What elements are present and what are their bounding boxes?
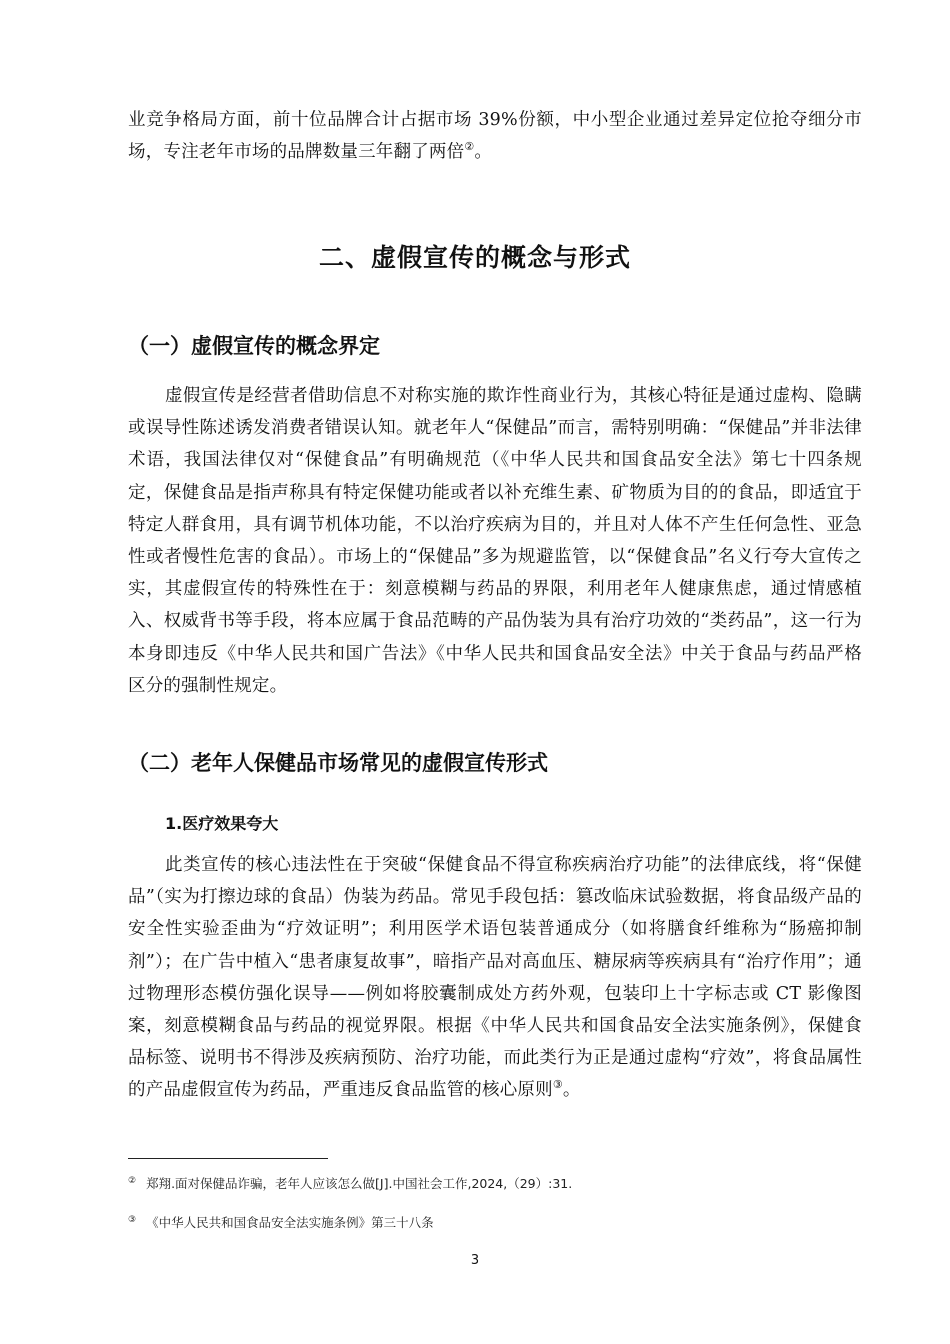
section-title: 二、虚假宣传的概念与形式 (318, 243, 631, 272)
footnote-3-text: 《中华人民共和国食品安全法实施条例》第三十八条 (146, 1215, 434, 1231)
footnote-3-mark: ③ (128, 1215, 137, 1225)
footnote-2-text: 郑翔.面对保健品诈骗，老年人应该怎么做[J].中国社会工作,2024,（29）:31. (146, 1176, 573, 1192)
subsection-1-paragraph: 虚假宣传是经营者借助信息不对称实施的欺诈性商业行为，其核心特征是通过虚构、隐瞒或误导性陈述诱发消费者错误认知。就老年人“保健品”而言，需特别明确：“保健品”并非法律术语，我国法律仅对“保健食品”有明确规范（《中华人民共和国食品安全法》第七十四条规定，保健食品是指声称具有特定保健功能或者以补充维生素、矿物质为目的的食品，即适宜于特定人群食用，具有调节机体功能，不以治疗疾病为目的，并且对人体不产生任何急性、亚急性或者慢性危害的食品）。市场上的“保健品”多为规避监管，以“保健食品”名义行夸大宣传之实，其虚假宣传的特殊性在于：刻意模糊与药品的界限，利用老年人健康焦虑，通过情感植入、权威背书等手段，将本应属于食品范畴的产品伪装为具有治疗功效的“类药品”，这一行为本身即违反《中华人民共和国广告法》《中华人民共和国食品安全法》中关于食品与药品严格区分的强制性规定。 (128, 386, 862, 696)
footnote-ref-3[interactable]: ③ (552, 1078, 563, 1092)
subsection-2-title: （二）老年人保健品市场常见的虚假宣传形式 (128, 751, 548, 775)
page-number: 3 (470, 1253, 480, 1268)
footnote-3 (128, 1211, 862, 1232)
footnote-divider (128, 1158, 328, 1159)
item-1-title: 1.医疗效果夸大 (165, 814, 279, 833)
intro-paragraph-text: 业竞争格局方面，前十位品牌合计占据市场 39%份额，中小型企业通过差异定位抢夺细分市场，专注老年市场的品牌数量三年翻了两倍 (128, 110, 862, 163)
footnote-ref-2[interactable]: ② (464, 140, 475, 154)
item-1-paragraph-text: 此类宣传的核心违法性在于突破“保健食品不得宣称疾病治疗功能”的法律底线，将“保健品”（实为打擦边球的食品）伪装为药品。常见手段包括：篡改临床试验数据，将食品级产品的安全性实验歪曲为“疗效证明”；利用医学术语包装普通成分（如将膳食纤维称为“肠癌抑制剂”）；在广告中植入“患者康复故事”，暗指产品对高血压、糖尿病等疾病具有“治疗作用”；通过物理形态模仿强化误导——例如将胶囊制成处方药外观，包装印上十字标志或 CT 影像图案，刻意模糊食品与药品的视觉界限。根据《中华人民共和国食品安全法实施条例》，保健食品标签、说明书不得涉及疾病预防、治疗功能，而此类行为正是通过虚构“疗效”，将食品属性的产品虚假宣传为药品，严重违反食品监管的核心原则 (128, 855, 862, 1101)
item-1-paragraph (128, 849, 862, 1107)
intro-paragraph (128, 104, 862, 168)
subsection-1-title: （一）虚假宣传的概念界定 (128, 334, 380, 358)
footnote-2-mark: ② (128, 1176, 137, 1186)
footnote-2 (128, 1172, 862, 1193)
intro-paragraph-end: 。 (474, 142, 493, 163)
item-1-paragraph-end: 。 (562, 1080, 581, 1101)
